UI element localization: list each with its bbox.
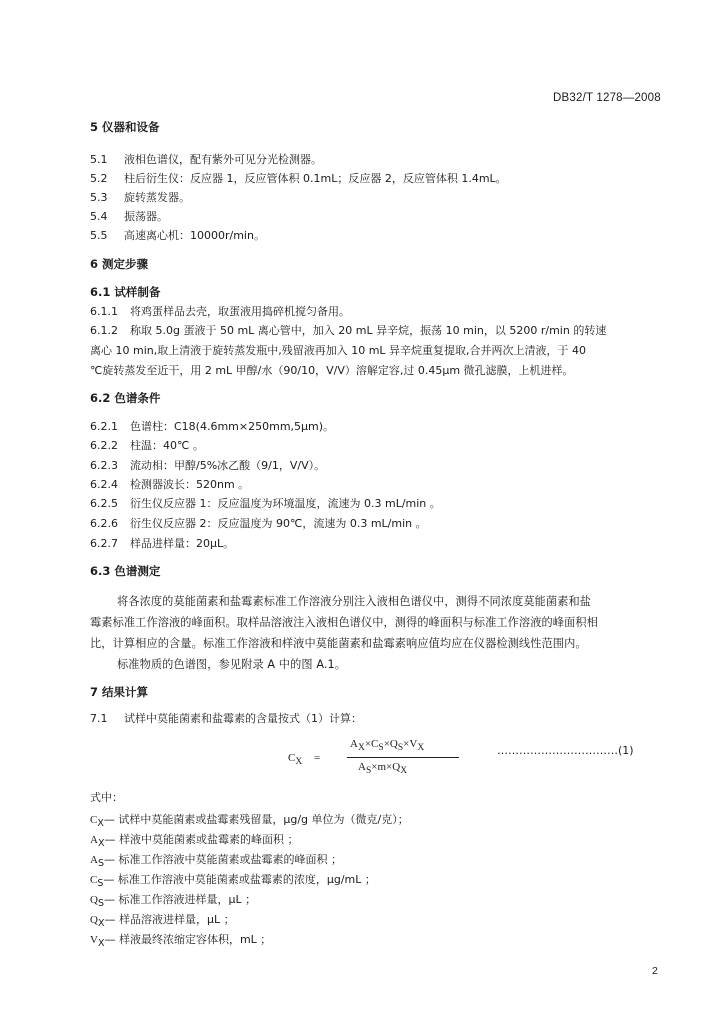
item-6-2-7 xyxy=(90,535,234,551)
item-text: 称取 5.0g 蛋液于 50 mL 离心管中，加入 20 mL 异辛烷，振荡 10 min，以 5200 r/min 的转速 xyxy=(130,324,607,337)
section-6-3-heading: 6.3 色谱测定 xyxy=(90,564,161,578)
para-6-3-line-3: 比，计算相应的含量。标准工作溶液和样液中莫能菌素和盐霉素响应值均应在仪器检测线性范围内。 xyxy=(90,637,587,650)
section-6-1-heading: 6.1 试样制备 xyxy=(90,285,161,299)
para-7-1 xyxy=(90,710,362,726)
item-number: 5.4 xyxy=(90,210,108,223)
def-cx: $C_X—$ 试样中莫能菌素或盐霉素残留量，μg/g 单位为（微克/克）； xyxy=(90,813,409,830)
item-text: 液相色谱仪，配有紫外可见分光检测器。 xyxy=(124,153,322,166)
item-number: 6.1.2 xyxy=(90,324,118,337)
def-cs: $C_S—$ 标准工作溶液中莫能菌素或盐霉素的浓度，μg/mL ； xyxy=(90,873,376,890)
item-text: 检测器波长：520nm 。 xyxy=(130,478,250,491)
item-text: 试样中莫能菌素和盐霉素的含量按式（1）计算： xyxy=(124,712,362,725)
item-text: 将鸡蛋样品去壳，取蛋液用捣碎机搅匀备用。 xyxy=(130,305,350,318)
formula-equals: = xyxy=(314,752,321,764)
item-6-2-6 xyxy=(90,515,427,531)
item-number: 7.1 xyxy=(90,712,108,725)
item-text: 旋转蒸发器。 xyxy=(124,191,190,204)
formula-lhs: $C_X$ xyxy=(288,752,303,768)
item-number: 6.2.4 xyxy=(90,478,118,491)
item-text: 柱后衍生仪：反应器 1，反应管体积 0.1mL；反应器 2，反应管体积 1.4mL。 xyxy=(124,172,507,185)
para-6-1-2-line-2: 离心 10 min,取上清液于旋转蒸发瓶中,残留液再加入 10 mL 异辛烷重复提取,合并两次上清液，于 40 xyxy=(90,344,587,357)
def-vx: $V_X—$ 样液最终浓缩定容体积，mL ； xyxy=(90,933,272,950)
item-number: 5.5 xyxy=(90,229,108,242)
item-number: 6.2.2 xyxy=(90,439,118,452)
item-text: 柱温：40℃ 。 xyxy=(130,439,204,452)
item-number: 6.2.1 xyxy=(90,420,118,433)
item-6-2-4 xyxy=(90,476,249,492)
where-label: 式中： xyxy=(90,791,123,804)
def-ax: $A_X—$ 样液中莫能菌素或盐霉素的峰面积 ； xyxy=(90,833,299,850)
item-6-2-3 xyxy=(90,457,325,473)
para-6-1-2-line-3: ℃旋转蒸发至近干，用 2 mL 甲醇/水（90/10，V/V）溶解定容,过 0.45μm 微孔滤膜，上机进样。 xyxy=(90,364,574,377)
item-number: 6.1.1 xyxy=(90,305,118,318)
item-text: 衍生仪反应器 2：反应温度为 90℃，流速为 0.3 mL/min 。 xyxy=(130,517,427,530)
item-5-4 xyxy=(90,208,168,224)
para-6-1-1 xyxy=(90,303,350,319)
item-6-2-5 xyxy=(90,495,441,511)
section-6-heading: 6 测定步骤 xyxy=(90,257,149,271)
standard-number: DB32/T 1278—2008 xyxy=(553,92,661,104)
section-6-2-heading: 6.2 色谱条件 xyxy=(90,391,161,405)
item-text: 衍生仪反应器 1：反应温度为环境温度，流速为 0.3 mL/min 。 xyxy=(130,497,441,510)
item-number: 6.2.5 xyxy=(90,497,118,510)
para-6-3-line-1: 将各浓度的莫能菌素和盐霉素标准工作溶液分别注入液相色谱仪中，测得不同浓度莫能菌素和盐 xyxy=(117,595,592,608)
para-6-1-2-line-1 xyxy=(90,322,606,338)
item-number: 6.2.7 xyxy=(90,537,118,550)
item-text: 高速离心机：10000r/min。 xyxy=(124,229,265,242)
section-5-heading: 5 仪器和设备 xyxy=(90,120,160,134)
equation-number: ……………………………(1) xyxy=(497,744,634,757)
fraction-bar xyxy=(347,757,459,758)
item-number: 6.2.6 xyxy=(90,517,118,530)
formula-numerator: $A_X\times C_S\times Q_S\times V_X$ xyxy=(350,738,425,754)
item-number: 5.1 xyxy=(90,153,108,166)
def-as: $A_S—$ 标准工作溶液中莫能菌素或盐霉素的峰面积 ； xyxy=(90,853,342,870)
item-number: 5.2 xyxy=(90,172,108,185)
item-number: 5.3 xyxy=(90,191,108,204)
item-6-2-1 xyxy=(90,418,334,434)
item-5-5 xyxy=(90,227,265,243)
item-5-3 xyxy=(90,189,190,205)
item-text: 样品进样量：20μL。 xyxy=(130,537,235,550)
item-text: 流动相：甲醇/5%冰乙酸（9/1，V/V）。 xyxy=(130,459,326,472)
def-qx: $Q_X—$ 样品溶液进样量，μL ； xyxy=(90,913,235,930)
para-6-3-line-2: 霉素标准工作溶液的峰面积。取样品溶液注入液相色谱仪中，测得的峰面积与标准工作溶液的峰面积相 xyxy=(90,616,598,629)
item-number: 6.2.3 xyxy=(90,459,118,472)
item-text: 振荡器。 xyxy=(124,210,168,223)
section-7-heading: 7 结果计算 xyxy=(90,685,149,699)
page-number: 2 xyxy=(652,965,658,977)
formula-denominator: $A_S\times m\times Q_X$ xyxy=(358,761,408,777)
item-5-2 xyxy=(90,170,507,186)
para-6-3-line-4: 标准物质的色谱图，参见附录 A 中的图 A.1。 xyxy=(117,658,347,671)
item-text: 色谱柱：C18(4.6mm×250mm,5μm)。 xyxy=(130,420,335,433)
item-5-1 xyxy=(90,151,322,167)
item-6-2-2 xyxy=(90,437,204,453)
def-qs: $Q_S—$ 标准工作溶液进样量，μL ； xyxy=(90,893,257,910)
